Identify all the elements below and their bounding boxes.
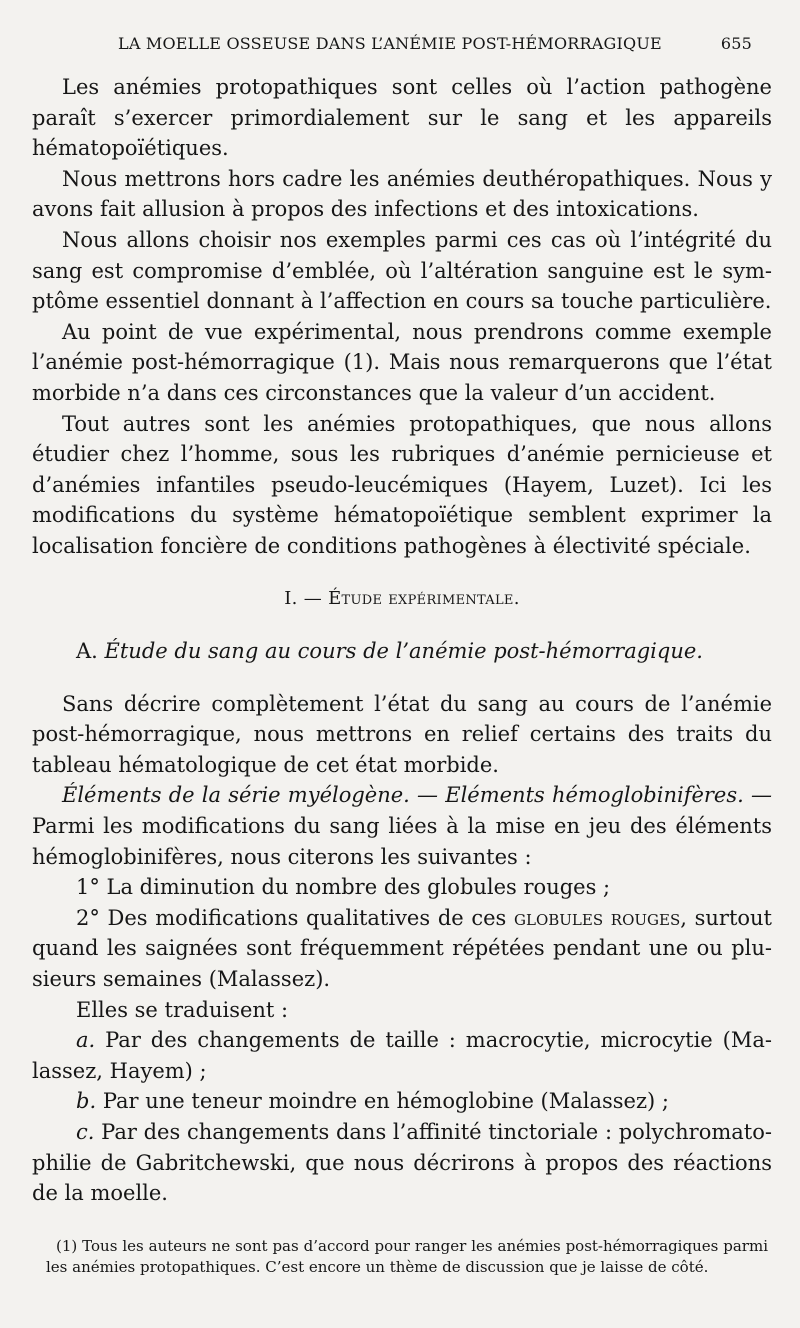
paragraph: Sans décrire complètement l’état du sang au cours de l’anémie post-hémorragique, nous mettrons en relief certains des traits du tableau hématologique de cet état morbide. (32, 691, 772, 777)
paragraph: Au point de vue expérimental, nous prendrons comme exemple l’anémie post-hémorragique (1). Mais nous remarquerons que l’état morbide n’a dans ces circonstances que la valeur d’un accident. (32, 319, 772, 405)
paragraph-italic-lead: Éléments de la série myélogène. — Eléments hémoglobinifères. — (62, 783, 772, 808)
list-item (32, 1025, 772, 1086)
list-label: c. (76, 1120, 95, 1144)
section-dash: — (303, 587, 323, 609)
footnote (46, 1236, 768, 1278)
paragraph-rest: Parmi les modifications du sang liées à la mise en jeu des éléments hémoglobinifères, nous citerons les suivantes : (32, 814, 772, 869)
list-item-text: , surtout quand les saignées sont fréquemment répétées pendant une ou plusieurs semaines (Malassez). (32, 905, 772, 992)
paragraph: Tout autres sont les anémies protopathiques, que nous allons étudier chez l’homme, sous les rubriques d’anémie pernicieuse et d’anémies infantiles pseudo-leucémiques (Hayem, Luzet). Ici les modifications du système hématopoïétique semblent exprimer la localisation foncière de conditions pathogènes à électivité spéciale. (32, 411, 772, 558)
subsection-letter: A. (76, 639, 98, 664)
list-label: b. (76, 1089, 97, 1114)
list-item-smallcaps: globules rouges (514, 905, 681, 930)
subsection-heading (32, 636, 772, 667)
section-number: I. (284, 587, 298, 609)
footnote-text: (1) Tous les auteurs ne sont pas d’accord pour ranger les anémies post-hémorragiques parmi les anémies protopathiques. C’est encore un thème de discussion que je laisse de côté. (46, 1237, 768, 1276)
list-item-text: Par des changements de taille : macrocytie, microcytie (Malassez, Hayem) ; (32, 1028, 772, 1083)
section-heading (32, 584, 772, 615)
list-item-text: Par des changements dans l’affinité tinctoriale : polychromatophilie de Gabritchewski, que nous décrirons à propos des réactions de la moelle. (32, 1120, 772, 1206)
list-item (32, 1086, 772, 1117)
book-page (32, 0, 772, 1328)
list-item (32, 1117, 772, 1209)
section-title: Étude expérimentale. (328, 587, 520, 609)
page-number: 655 (720, 34, 752, 53)
main-text (32, 72, 772, 1209)
subsection-title: Étude du sang au cours de l’anémie post-hémorragique. (104, 639, 703, 664)
paragraph: Elles se traduisent : (76, 997, 289, 1022)
list-label: a. (76, 1028, 96, 1053)
running-header (32, 34, 772, 58)
list-item: 1° La diminution du nombre des globules rouges ; (76, 875, 611, 900)
paragraph: Nous allons choisir nos exemples parmi ces cas où l’intégrité du sang est compromise d’emblée, où l’altération sanguine est le symptôme essentiel donnant à l’affection en cours sa touche particulière. (32, 227, 772, 314)
list-item-text: 2° Des modifications qualitatives de ces (76, 905, 507, 930)
paragraph: Nous mettrons hors cadre les anémies deuthéropathiques. Nous y avons fait allusion à propos des infections et des intoxications. (32, 166, 772, 222)
list-item (32, 903, 772, 995)
running-title: LA MOELLE OSSEUSE DANS L’ANÉMIE POST-HÉMORRAGIQUE (118, 34, 662, 53)
list-item-text: Par une teneur moindre en hémoglobine (Malassez) ; (102, 1089, 669, 1114)
paragraph (32, 780, 772, 872)
paragraph: Les anémies protopathiques sont celles où l’action pathogène paraît s’exercer primordialement sur le sang et les appareils hématopoïétiques. (32, 75, 772, 161)
